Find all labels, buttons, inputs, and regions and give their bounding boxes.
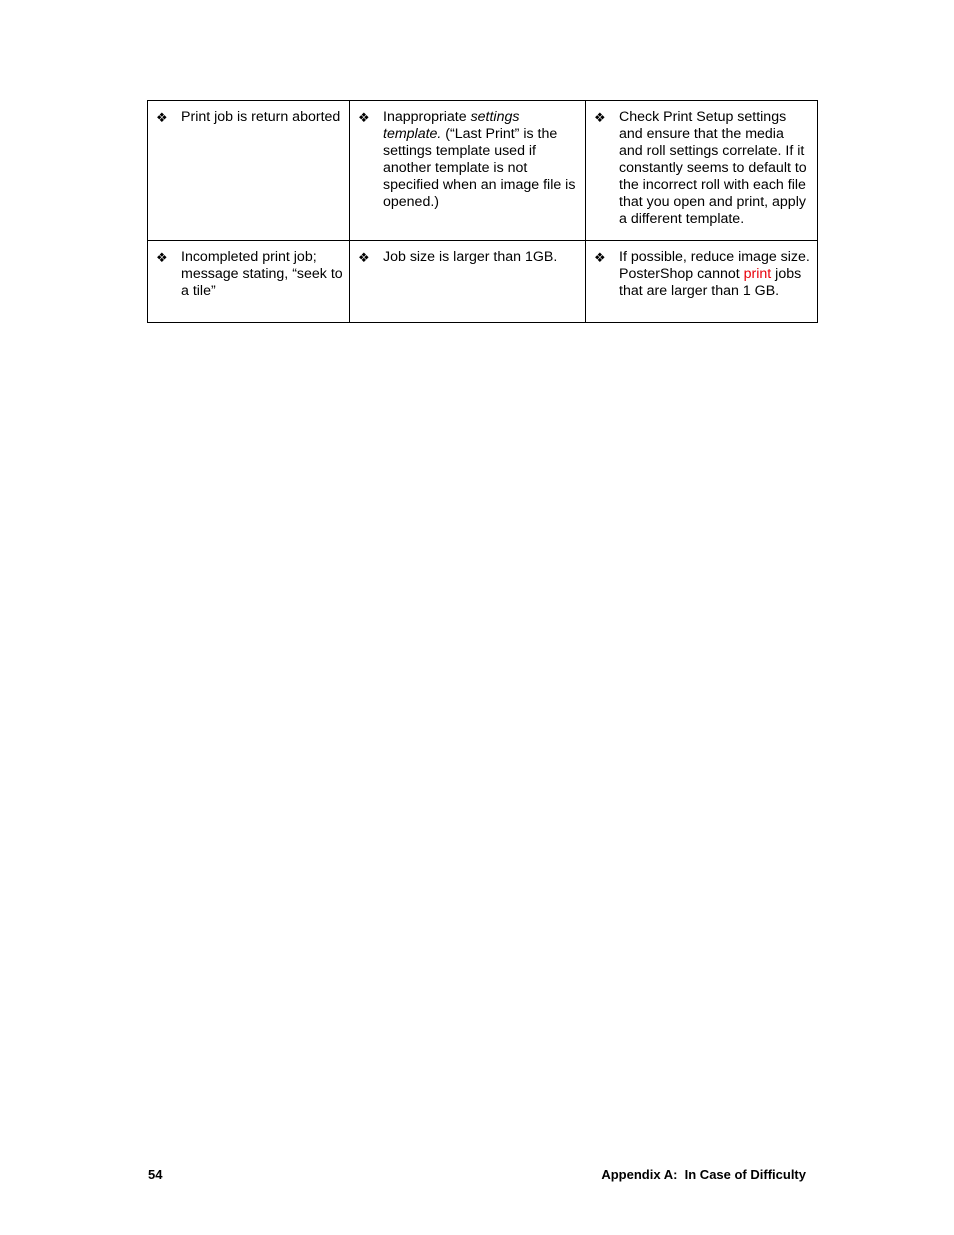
diamond-bullet-icon: ❖ <box>156 110 168 125</box>
solution-text-highlight: print <box>743 266 772 282</box>
symptom-text: Incompleted print job; message stating, “seek to a tile” <box>181 249 343 299</box>
solution-text <box>619 249 811 300</box>
bullet-item <box>594 249 811 300</box>
solution-text <box>619 109 811 228</box>
cause-text-prefix: Inappropriate <box>383 109 471 125</box>
troubleshooting-table <box>147 100 818 323</box>
symptom-cell <box>148 101 350 241</box>
symptom-text: Print job is return aborted <box>181 109 341 125</box>
solution-cell <box>586 241 818 323</box>
cause-cell <box>350 101 586 241</box>
diamond-bullet-icon: ❖ <box>156 250 168 265</box>
cause-text <box>383 109 579 211</box>
bullet-item <box>156 109 343 126</box>
bullet-item <box>594 109 811 228</box>
bullet-item <box>358 109 579 211</box>
diamond-bullet-icon: ❖ <box>358 250 370 265</box>
symptom-cell <box>148 241 350 323</box>
table-row <box>148 101 818 241</box>
diamond-bullet-icon: ❖ <box>594 250 606 265</box>
solution-text-prefix: Check Print Setup settings and ensure that the media and roll settings correlate. If it constantly seems to default to the incorrect roll with each file that you open and print, apply a different template. <box>619 109 807 227</box>
cause-text-prefix: Job size is larger than 1GB. <box>383 249 558 265</box>
cause-text <box>383 249 579 266</box>
bullet-item <box>358 249 579 266</box>
solution-text-prefix: If possible, reduce image size. PosterShop cannot <box>619 249 810 282</box>
page-number: 54 <box>148 1167 163 1182</box>
table-row <box>148 241 818 323</box>
solution-text-suffix: jobs that are larger than 1 GB. <box>619 266 802 299</box>
cause-text-suffix: (“Last Print” is the settings template used if another template is not specified when an image file is opened.) <box>383 126 576 210</box>
cause-cell <box>350 241 586 323</box>
solution-cell <box>586 101 818 241</box>
footer-title: Appendix A: In Case of Difficulty <box>601 1167 806 1182</box>
bullet-item <box>156 249 343 300</box>
cause-text-italic: settings template. <box>383 109 520 142</box>
diamond-bullet-icon: ❖ <box>594 110 606 125</box>
diamond-bullet-icon: ❖ <box>358 110 370 125</box>
